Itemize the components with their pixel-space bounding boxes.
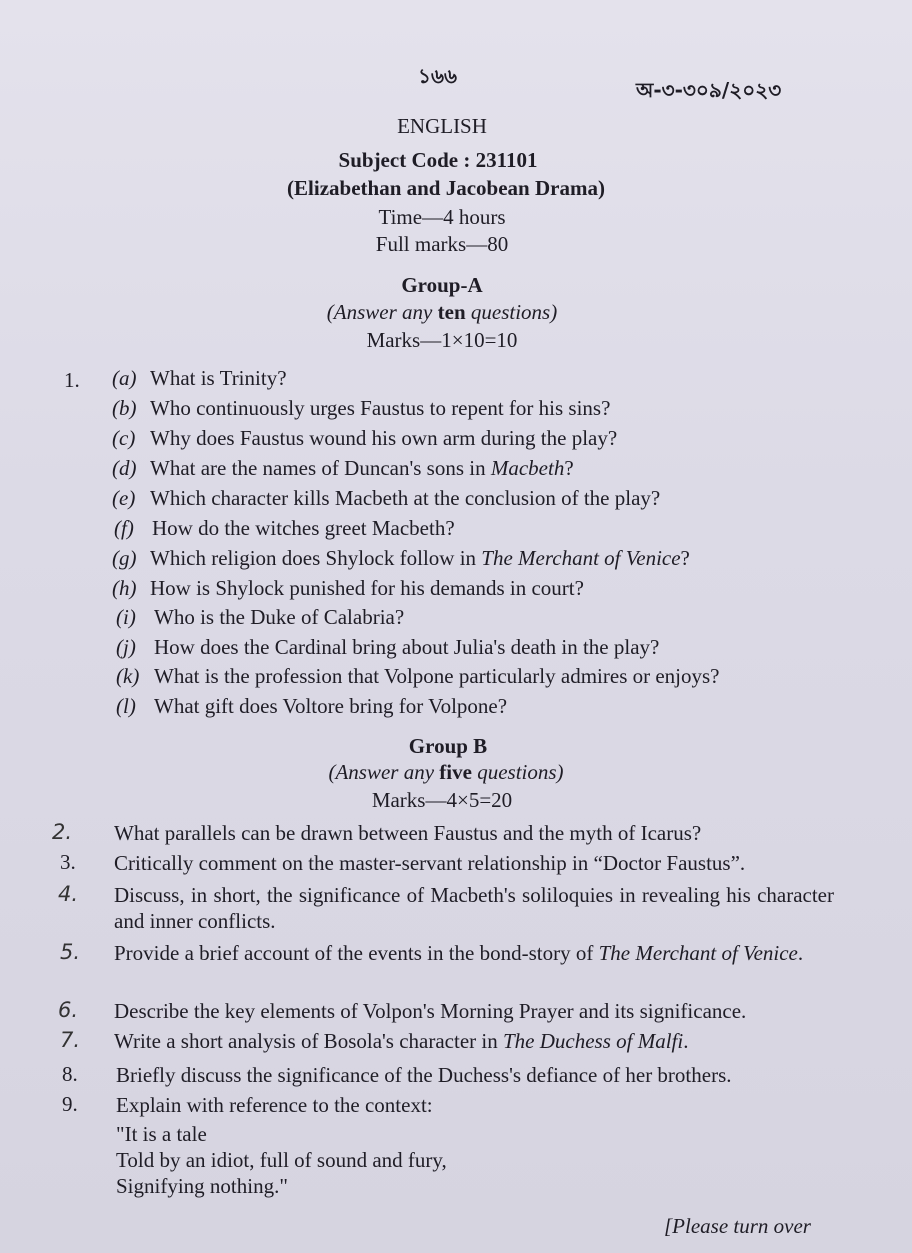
question-item-k: (k) What is the profession that Volpone particularly admires or enjoys?	[116, 664, 720, 688]
group-b-instruction: (Answer any five questions)	[328, 760, 564, 784]
turn-over-note: [Please turn over	[664, 1214, 811, 1238]
group-b-title: Group B	[408, 734, 488, 758]
question-item-d: (d) What are the names of Duncan's sons in Macbeth?	[112, 456, 574, 480]
question-number: 1.	[64, 368, 80, 392]
time-allowed: Time—4 hours	[378, 205, 506, 229]
question-item-l: (l) What gift does Voltore bring for Volpone?	[116, 694, 508, 718]
full-marks: Full marks—80	[375, 232, 509, 256]
question-number: 5.	[60, 940, 81, 964]
question-text: Describe the key elements of Volpon's Morning Prayer and its significance.	[114, 999, 747, 1023]
question-item-h: (h) How is Shylock punished for his demands in court?	[112, 576, 584, 600]
group-a-title: Group-A	[401, 273, 483, 297]
group-b-marks: Marks—4×5=20	[371, 788, 513, 812]
question-number: 9.	[62, 1092, 78, 1116]
subject-heading: ENGLISH	[397, 114, 487, 138]
question-text: Provide a brief account of the events in the bond-story of The Merchant of Venice.	[114, 941, 804, 965]
question-number: 7.	[60, 1028, 81, 1052]
paper-title: (Elizabethan and Jacobean Drama)	[287, 176, 605, 200]
subject-code: Subject Code : 231101	[338, 148, 538, 172]
question-text: Briefly discuss the significance of the Duchess's defiance of her brothers.	[116, 1063, 732, 1087]
question-text: Discuss, in short, the significance of Macbeth's soliloquies in revealing his character and inner conflicts.	[114, 883, 834, 933]
question-item-e: (e) Which character kills Macbeth at the conclusion of the play?	[112, 486, 661, 510]
group-a-instruction: (Answer any ten questions)	[326, 300, 558, 324]
question-number: 8.	[62, 1062, 78, 1086]
question-text: Explain with reference to the context:	[116, 1093, 433, 1117]
question-item-j: (j) How does the Cardinal bring about Julia's death in the play?	[116, 635, 660, 659]
question-text: Write a short analysis of Bosola's character in The Duchess of Malfi.	[114, 1029, 689, 1053]
question-number: 2.	[52, 820, 73, 844]
question-number: 6.	[58, 998, 79, 1022]
group-a-marks: Marks—1×10=10	[366, 328, 518, 352]
question-item-a: (a) What is Trinity?	[112, 366, 287, 390]
question-item-c: (c) Why does Faustus wound his own arm during the play?	[112, 426, 618, 450]
question-text: Critically comment on the master-servant relationship in “Doctor Faustus”.	[114, 851, 746, 875]
page-number: ১৬৬	[418, 64, 457, 88]
question-number: 3.	[60, 850, 76, 874]
question-item-i: (i) Who is the Duke of Calabria?	[116, 605, 405, 629]
quote-line: Signifying nothing."	[116, 1174, 288, 1198]
question-item-f: (f) How do the witches greet Macbeth?	[114, 516, 455, 540]
exam-code: অ-৩-৩০৯/২০২৩	[636, 78, 782, 102]
question-item-b: (b) Who continuously urges Faustus to repent for his sins?	[112, 396, 611, 420]
quote-line: "It is a tale	[116, 1122, 207, 1146]
question-text: What parallels can be drawn between Faustus and the myth of Icarus?	[114, 821, 702, 845]
quote-line: Told by an idiot, full of sound and fury,	[116, 1148, 447, 1172]
question-item-g: (g) Which religion does Shylock follow in The Merchant of Venice?	[112, 546, 690, 570]
question-number: 4.	[58, 882, 79, 906]
